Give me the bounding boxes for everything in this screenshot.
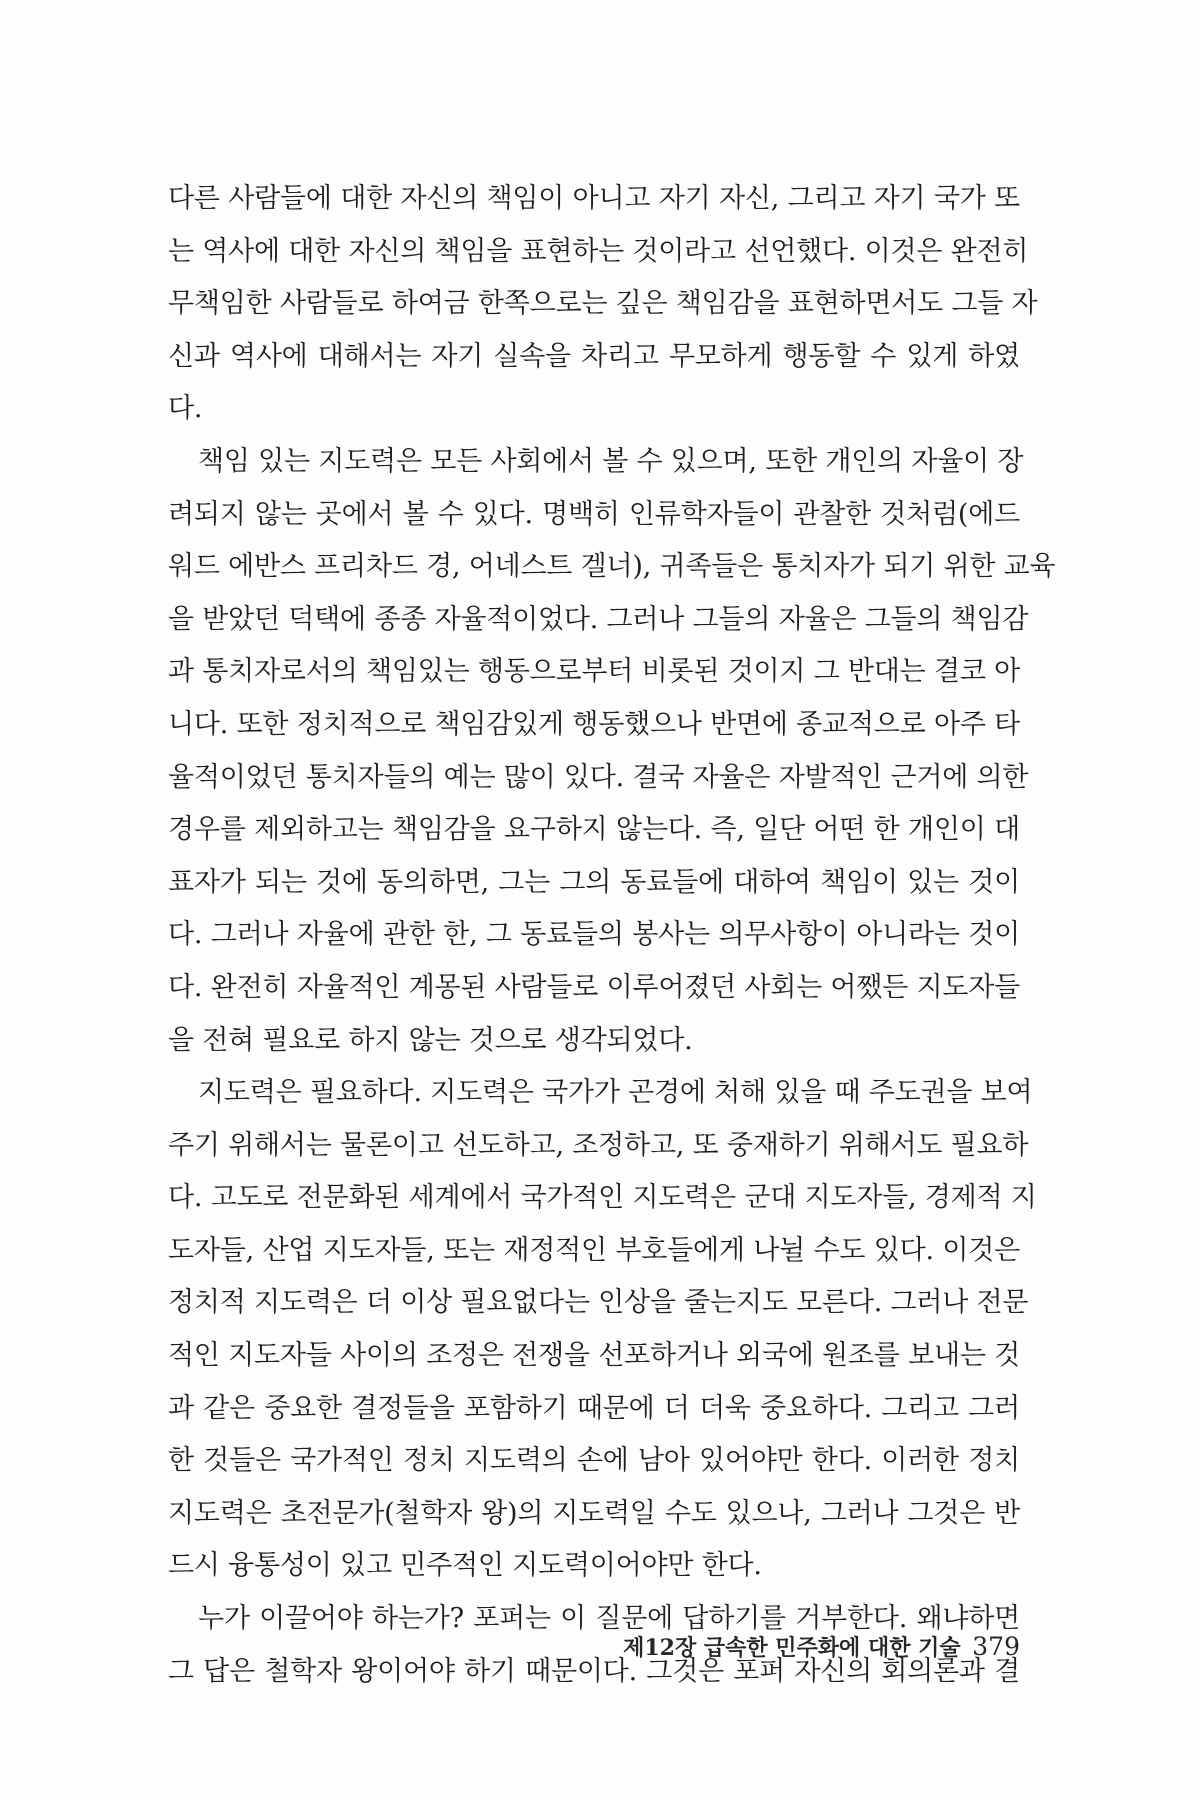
text-line: 무책임한 사람들로 하여금 한쪽으로는 깊은 책임감을 표현하면서도 그들 자 bbox=[168, 288, 1038, 320]
text-line: 누가 이끌어야 하는가? 포퍼는 이 질문에 답하기를 거부한다. 왜냐하면 bbox=[198, 1603, 1020, 1635]
text-line: 지도력은 초전문가(철학자 왕)의 지도력일 수도 있으나, 그러나 그것은 반 bbox=[168, 1497, 1020, 1529]
text-line: 경우를 제외하고는 책임감을 요구하지 않는다. 즉, 일단 어떤 한 개인이 대 bbox=[168, 814, 1020, 846]
text-line: 을 전혀 필요로 하지 않는 것으로 생각되었다. bbox=[168, 1024, 693, 1056]
text-line: 다. bbox=[168, 393, 203, 425]
text-line: 워드 에반스 프리차드 경, 어네스트 겔너), 귀족들은 통치자가 되기 위한 교육 bbox=[168, 551, 1056, 583]
text-line: 지도력은 필요하다. 지도력은 국가가 곤경에 처해 있을 때 주도권을 보여 bbox=[198, 1077, 1033, 1109]
text-line: 다른 사람들에 대한 자신의 책임이 아니고 자기 자신, 그리고 자기 국가 또 bbox=[168, 183, 1020, 214]
text-line: 다. 그러나 자율에 관한 한, 그 동료들의 봉사는 의무사항이 아니라는 것이 bbox=[168, 919, 1020, 951]
text-line: 을 받았던 덕택에 종종 자율적이었다. 그러나 그들의 자율은 그들의 책임감 bbox=[168, 603, 1029, 635]
page-number: 379 bbox=[972, 1632, 1020, 1661]
text-line: 는 역사에 대한 자신의 책임을 표현하는 것이라고 선언했다. 이것은 완전히 bbox=[168, 235, 1029, 267]
text-line: 니다. 또한 정치적으로 책임감있게 행동했으나 반면에 종교적으로 아주 타 bbox=[168, 708, 1020, 740]
text-line: 한 것들은 국가적인 정치 지도력의 손에 남아 있어야만 한다. 이러한 정치 bbox=[168, 1445, 1020, 1477]
text-line: 표자가 되는 것에 동의하면, 그는 그의 동료들에 대하여 책임이 있는 것이 bbox=[168, 866, 1020, 898]
running-chapter-title: 제12장 급속한 민주화에 대한 기술 bbox=[623, 1635, 961, 1661]
paragraph bbox=[168, 436, 1056, 1067]
text-line: 적인 지도자들 사이의 조정은 전쟁을 선포하거나 외국에 원조를 보내는 것 bbox=[168, 1340, 1020, 1372]
text-line: 신과 역사에 대해서는 자기 실속을 차리고 무모하게 행동할 수 있게 하였 bbox=[168, 340, 1020, 372]
text-line: 그 답은 철학자 왕이어야 하기 때문이다. 그것은 포퍼 자신의 회의론과 결 bbox=[168, 1655, 1020, 1687]
text-line: 과 같은 중요한 결정들을 포함하기 때문에 더 더욱 중요하다. 그리고 그러 bbox=[168, 1392, 1020, 1424]
text-line: 도자들, 산업 지도자들, 또는 재정적인 부호들에게 나뉠 수도 있다. 이것은 bbox=[168, 1234, 1020, 1266]
text-line: 정치적 지도력은 더 이상 필요없다는 인상을 줄는지도 모른다. 그러나 전문 bbox=[168, 1287, 1029, 1319]
paragraph bbox=[168, 1067, 1037, 1593]
paragraph bbox=[168, 173, 1038, 436]
body-text bbox=[168, 173, 1056, 1698]
text-line: 주기 위해서는 물론이고 선도하고, 조정하고, 또 중재하기 위해서도 필요하 bbox=[168, 1129, 1029, 1161]
text-line: 드시 융통성이 있고 민주적인 지도력이어야만 한다. bbox=[168, 1550, 762, 1582]
text-line: 과 통치자로서의 책임있는 행동으로부터 비롯된 것이지 그 반대는 결코 아 bbox=[168, 656, 1020, 688]
text-line: 책임 있는 지도력은 모든 사회에서 볼 수 있으며, 또한 개인의 자율이 장 bbox=[198, 445, 1024, 477]
page-footer bbox=[600, 1632, 1020, 1663]
text-line: 려되지 않는 곳에서 볼 수 있다. 명백히 인류학자들이 관찰한 것처럼(에드 bbox=[168, 498, 1020, 530]
text-line: 율적이었던 통치자들의 예는 많이 있다. 결국 자율은 자발적인 근거에 의한 bbox=[168, 761, 1029, 793]
text-line: 다. 완전히 자율적인 계몽된 사람들로 이루어졌던 사회는 어쨌든 지도자들 bbox=[168, 971, 1020, 1003]
text-line: 다. 고도로 전문화된 세계에서 국가적인 지도력은 군대 지도자들, 경제적 지 bbox=[168, 1182, 1037, 1214]
